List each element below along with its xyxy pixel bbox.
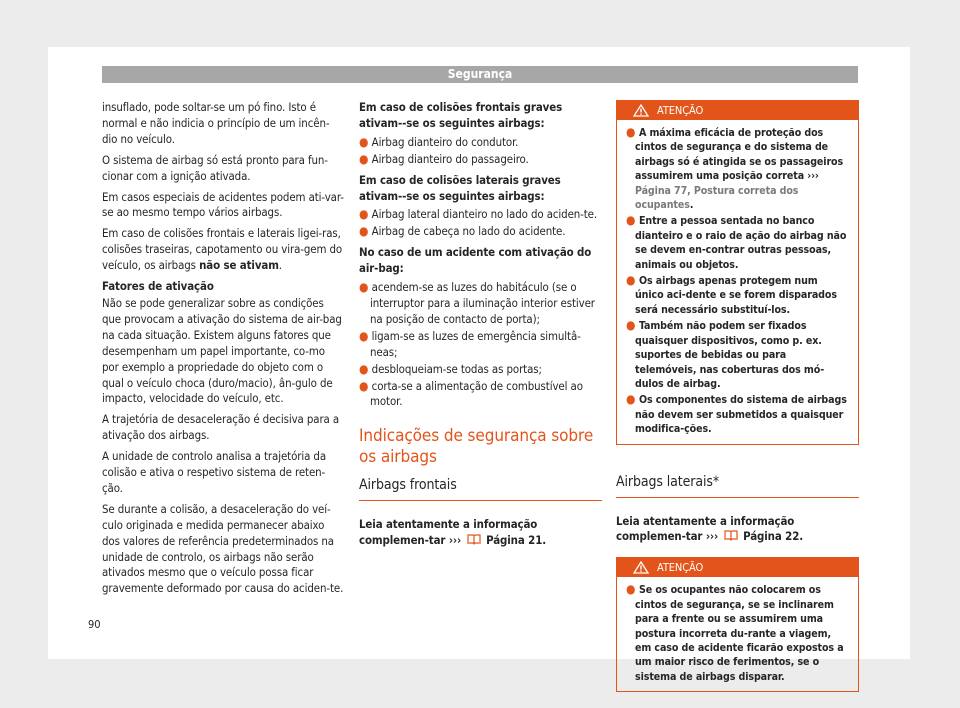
list-item: [359, 135, 602, 151]
paragraph: Se durante a colisão, a desaceleração do veí-culo originada e medida permanecer abaixo dos valores de referência predeterminados na unidade de controlo, os airbags não serão ativados mesmo que o veículo possa ficar gravemente deformado por causa do aciden-te.: [102, 501, 344, 596]
arrows: ›››: [448, 533, 462, 548]
column-right: [616, 100, 859, 706]
list-item: [626, 125, 849, 212]
column-middle: [359, 100, 602, 554]
section-title: Indicações de segurança sobre os airbags: [359, 426, 594, 468]
page-link[interactable]: Página 22.: [743, 529, 804, 544]
list-item-text: Airbag de cabeça no lado do acidente.: [371, 224, 566, 239]
text: .: [278, 258, 282, 273]
list-item: [359, 224, 602, 240]
list-item: [626, 213, 849, 272]
list-item: [359, 207, 602, 223]
list-item-text: Airbag lateral dianteiro no lado do aciden-te.: [371, 207, 598, 222]
section-subtitle: Airbags laterais*: [616, 473, 859, 498]
list-item: [359, 379, 602, 411]
list-item-text: Também não podem ser fixados quaisquer dispositivos, como p. ex. suportes de bebidas ou para telemóveis, nas coberturas dos mó-dulos de airbag.: [635, 320, 825, 390]
list-item-text: Os componentes do sistema de airbags não devem ser submetidos a quaisquer modifica-ções.: [635, 394, 847, 436]
warning-header: [617, 558, 858, 577]
text: A máxima eficácia de proteção dos cintos de segurança e do sistema de airbags só é atingida se os passageiros assumirem uma posição correta: [635, 127, 844, 183]
column-left: [102, 100, 344, 602]
list-item: [626, 582, 849, 684]
text: Leia atentamente a informação complemen-tar: [359, 517, 538, 548]
subheading: No caso de um acidente com ativação do air-bag:: [359, 245, 592, 276]
text: .: [689, 199, 694, 212]
page-link[interactable]: Página 21.: [486, 533, 547, 548]
list-item-text: ligam-se as luzes de emergência simultâ-neas;: [370, 328, 581, 359]
arrows: ›››: [705, 529, 719, 544]
warning-triangle-icon: [633, 104, 649, 117]
page-header: Segurança: [102, 66, 858, 83]
subheading: Em caso de colisões laterais graves ativam--se os seguintes airbags:: [359, 172, 561, 203]
book-icon: [465, 533, 483, 545]
section-subtitle: Airbags frontais: [359, 476, 602, 501]
cross-reference: [359, 517, 602, 549]
list-item-text: Entre a pessoa sentada no banco dianteiro e o raio de ação do airbag não se devem en-contrar outras pessoas, animais ou objetos.: [635, 215, 847, 271]
list-item: [359, 362, 602, 378]
warning-title: ATENÇÃO: [657, 561, 704, 575]
warning-box: [616, 557, 859, 692]
bullet-dot-icon: ●: [359, 328, 372, 343]
paragraph: Em casos especiais de acidentes podem ati-var-se ao mesmo tempo vários airbags.: [102, 189, 344, 220]
bullet-dot-icon: ●: [359, 361, 372, 376]
bullet-dot-icon: ●: [359, 224, 372, 239]
book-icon: [722, 529, 740, 541]
bullet-dot-icon: ●: [626, 125, 639, 139]
paragraph: A trajetória de desaceleração é decisiva para a ativação dos airbags.: [102, 412, 340, 443]
list-item: [626, 318, 849, 391]
emphasis: não se ativam: [199, 258, 279, 273]
bullet-dot-icon: ●: [626, 582, 639, 597]
warning-body: [617, 120, 858, 444]
warning-header: [617, 101, 858, 120]
list-item-text: Os airbags apenas protegem num único aci-dente e se forem disparados será necessário substituí-los.: [635, 275, 837, 316]
list-item: [359, 329, 602, 361]
subheading: Fatores de ativação: [102, 279, 214, 294]
bullet-dot-icon: ●: [359, 151, 372, 166]
list-item: [626, 273, 849, 317]
bullet-dot-icon: ●: [359, 378, 372, 393]
arrows: ›››: [807, 170, 819, 183]
warning-body: [617, 577, 858, 691]
warning-triangle-icon: [633, 561, 649, 574]
paragraph: O sistema de airbag só está pronto para fun-cionar com a ignição ativada.: [102, 152, 328, 183]
subheading: Em caso de colisões frontais graves ativam--se os seguintes airbags:: [359, 100, 563, 130]
list-item: [626, 392, 849, 436]
bullet-dot-icon: ●: [626, 273, 639, 288]
page-number: 90: [88, 618, 101, 631]
list-item-text: Se os ocupantes não colocarem os cintos de segurança, se se inclinarem para a frente ou se assumirem uma postura incorreta du-rante a viagem, em caso de acidente ficarão expostos a um maior risco de ferimentos, se o sistema de airbags disparar.: [635, 584, 844, 683]
list-item-text: corta-se a alimentação de combustível ao motor.: [370, 378, 583, 409]
list-item: [359, 152, 602, 168]
bullet-dot-icon: ●: [359, 134, 372, 149]
cross-reference: [616, 514, 859, 546]
paragraph: [102, 226, 344, 274]
paragraph: Não se pode generalizar sobre as condições que provocam a ativação do sistema de air-bag na cada situação. Existem alguns fatores que desempenham um papel importante, co-mo por exemplo a propriedade do objeto com o qual o veículo choca (duro/macio), ân-gulo de impacto, velocidade do veículo, etc.: [102, 295, 342, 406]
list-item-text: Airbag dianteiro do condutor.: [371, 134, 519, 149]
text: Em caso de colisões frontais e laterais ligei-ras, colisões traseiras, capotamento ou vira-gem do veículo, os airbags: [102, 226, 343, 273]
text: Leia atentamente a informação complemen-tar: [616, 513, 795, 544]
paragraph: A unidade de controlo analisa a trajetória da colisão e ativa o respetivo sistema de reten-ção.: [102, 449, 327, 495]
list-item: [359, 280, 602, 328]
list-item-text: acendem-se as luzes do habitáculo (se o interruptor para a iluminação interior estiver na posição de contacto de porta);: [370, 280, 595, 326]
bullet-dot-icon: ●: [626, 392, 639, 407]
warning-box: [616, 100, 859, 445]
page-link[interactable]: Página 77, Postura correta dos ocupantes: [635, 184, 799, 212]
bullet-dot-icon: ●: [359, 207, 372, 222]
warning-title: ATENÇÃO: [657, 104, 704, 117]
list-item-text: desbloqueiam-se todas as portas;: [371, 361, 542, 376]
bullet-dot-icon: ●: [626, 318, 639, 333]
paragraph: insuflado, pode soltar-se um pó fino. Isto é normal e não indicia o princípio de um incên-dio no veículo.: [102, 100, 330, 146]
list-item-text: Airbag dianteiro do passageiro.: [371, 151, 529, 166]
bullet-dot-icon: ●: [359, 280, 372, 295]
bullet-dot-icon: ●: [626, 213, 639, 228]
